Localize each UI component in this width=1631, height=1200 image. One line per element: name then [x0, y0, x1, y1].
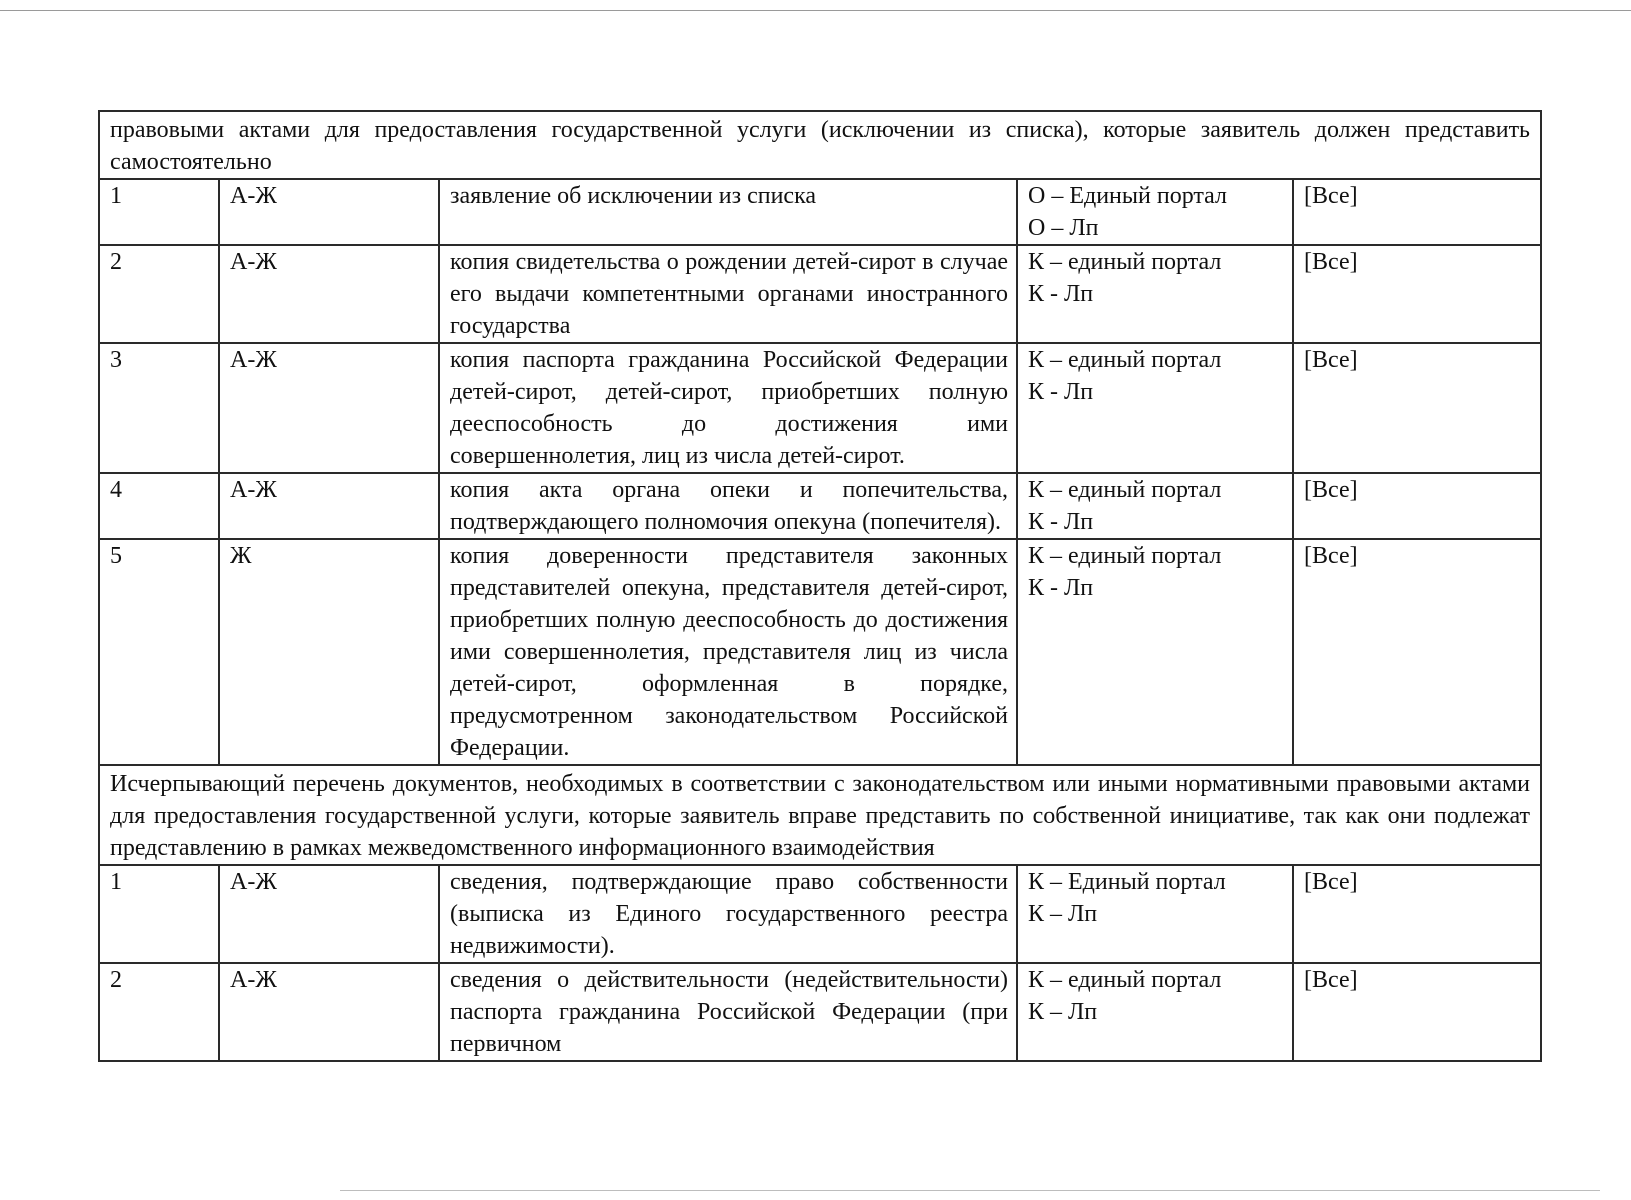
applicability: [Все]	[1293, 865, 1541, 963]
scan-edge-bottom	[340, 1190, 1600, 1191]
row-number: 3	[99, 343, 219, 473]
document-description: сведения, подтверждающие право собственности (выписка из Единого государственного реестра недвижимости).	[439, 865, 1017, 963]
section-heading-row	[99, 111, 1541, 179]
submission-form	[1017, 245, 1293, 343]
applicability: [Все]	[1293, 179, 1541, 245]
row-number: 2	[99, 245, 219, 343]
form-line: К - Лп	[1028, 281, 1094, 307]
document-description: заявление об исключении из списка	[439, 179, 1017, 245]
form-line: К - Лп	[1028, 509, 1094, 535]
submission-form	[1017, 963, 1293, 1061]
applicant-category: А-Ж	[219, 179, 439, 245]
row-number: 1	[99, 865, 219, 963]
table-row	[99, 539, 1541, 765]
row-number: 5	[99, 539, 219, 765]
document-description: копия паспорта гражданина Российской Федерации детей-сирот, детей-сирот, приобретших полную дееспособность до достижения ими совершеннолетия, лиц из числа детей-сирот.	[439, 343, 1017, 473]
documents-table	[98, 110, 1542, 1062]
applicant-category: А-Ж	[219, 963, 439, 1061]
submission-form	[1017, 179, 1293, 245]
section-heading-optional: Исчерпывающий перечень документов, необходимых в соответствии с законодательством или иными нормативными правовыми актами для предоставления государственной услуги, которые заявитель вправе представить по собственной инициативе, так как они подлежат представлению в рамках межведомственного информационного взаимодействия	[99, 765, 1541, 865]
form-line: К – Единый портал	[1028, 869, 1226, 895]
form-line: К – Лп	[1028, 901, 1098, 927]
applicability: [Все]	[1293, 343, 1541, 473]
submission-form	[1017, 343, 1293, 473]
form-line: К – единый портал	[1028, 543, 1222, 569]
form-line: К – единый портал	[1028, 477, 1222, 503]
scan-edge-top	[0, 10, 1631, 11]
section-heading-row	[99, 765, 1541, 865]
table-row	[99, 473, 1541, 539]
form-line: О – Лп	[1028, 215, 1099, 241]
form-line: К – единый портал	[1028, 249, 1222, 275]
submission-form	[1017, 473, 1293, 539]
document-description: копия свидетельства о рождении детей-сирот в случае его выдачи компетентными органами иностранного государства	[439, 245, 1017, 343]
table-row	[99, 179, 1541, 245]
submission-form	[1017, 865, 1293, 963]
row-number: 4	[99, 473, 219, 539]
form-line: К - Лп	[1028, 575, 1094, 601]
document-description: копия акта органа опеки и попечительства, подтверждающего полномочия опекуна (попечителя).	[439, 473, 1017, 539]
applicant-category: А-Ж	[219, 865, 439, 963]
row-number: 2	[99, 963, 219, 1061]
applicability: [Все]	[1293, 539, 1541, 765]
document-description: копия доверенности представителя законных представителей опекуна, представителя детей-сирот, приобретших полную дееспособность до достижения ими совершеннолетия, представителя лиц из числа детей-сирот, оформленная в порядке, предусмотренном законодательством Российской Федерации.	[439, 539, 1017, 765]
form-line: К – единый портал	[1028, 967, 1222, 993]
form-line: О – Единый портал	[1028, 183, 1228, 209]
applicability: [Все]	[1293, 963, 1541, 1061]
table-row	[99, 343, 1541, 473]
document-description: сведения о действительности (недействительности) паспорта гражданина Российской Федерации (при первичном	[439, 963, 1017, 1061]
applicability: [Все]	[1293, 245, 1541, 343]
submission-form	[1017, 539, 1293, 765]
applicant-category: А-Ж	[219, 343, 439, 473]
form-line: К - Лп	[1028, 379, 1094, 405]
table-row	[99, 245, 1541, 343]
applicant-category: Ж	[219, 539, 439, 765]
table-row	[99, 865, 1541, 963]
row-number: 1	[99, 179, 219, 245]
applicability: [Все]	[1293, 473, 1541, 539]
section-heading-required: правовыми актами для предоставления государственной услуги (исключении из списка), которые заявитель должен представить самостоятельно	[99, 111, 1541, 179]
applicant-category: А-Ж	[219, 473, 439, 539]
form-line: К – единый портал	[1028, 347, 1222, 373]
form-line: К – Лп	[1028, 999, 1098, 1025]
applicant-category: А-Ж	[219, 245, 439, 343]
table-row	[99, 963, 1541, 1061]
